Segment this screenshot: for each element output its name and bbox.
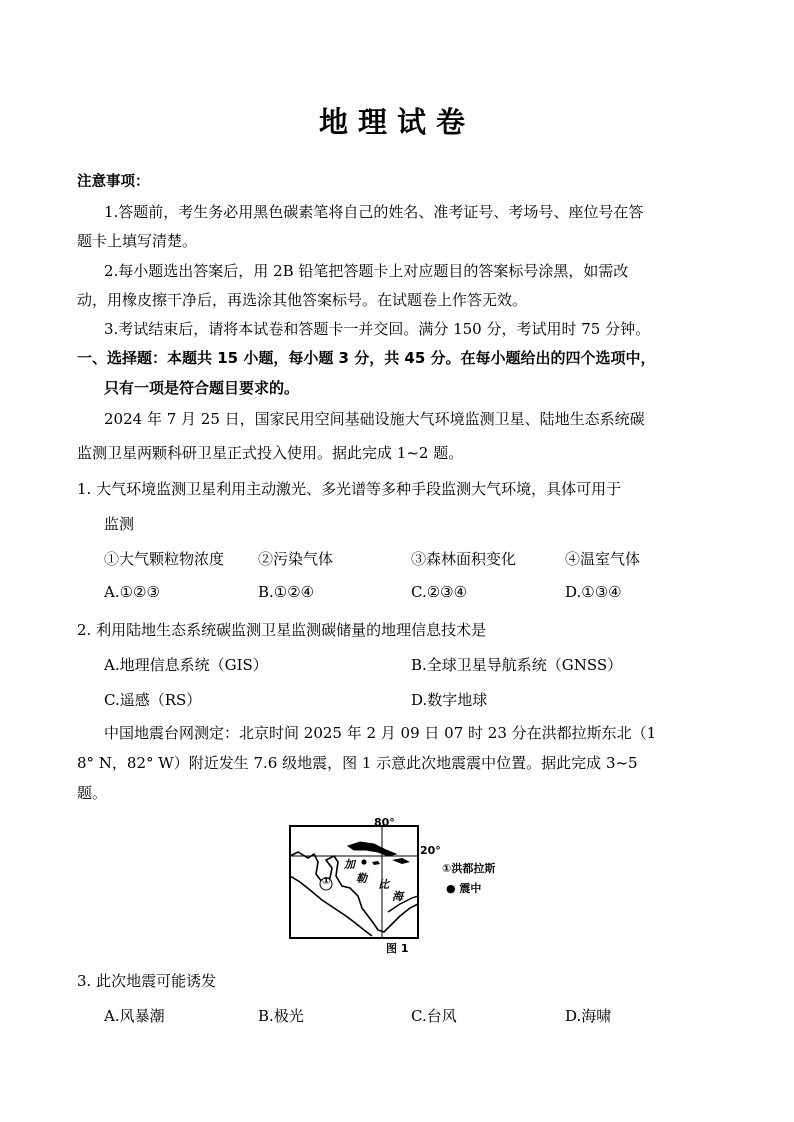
island-jamaica: [372, 861, 380, 865]
q1-option-a: A.①②③: [104, 583, 160, 601]
label-20n: 20°: [420, 844, 441, 857]
passage-2-line-2: 8° N，82° W）附近发生 7.6 级地震，图 1 示意此次地震震中位置。据此完成 3~5: [77, 754, 638, 772]
sea-char-4: 海: [392, 890, 403, 903]
q3-option-a: A.风暴潮: [104, 1007, 165, 1025]
notes-heading: 注意事项：: [77, 174, 150, 190]
note-1-line-2: 题卡上填写清楚。: [77, 232, 198, 250]
label-80w: 80°: [374, 816, 395, 829]
note-2-line-2: 动，用橡皮擦干净后，再选涂其他答案标号。在试题卷上作答无效。: [77, 291, 528, 309]
q3-option-b: B.极光: [258, 1007, 304, 1025]
legend-epicenter: ● 震中: [446, 882, 482, 895]
q3-option-d: D.海啸: [565, 1007, 612, 1025]
note-2-line-1: 2.每小题选出答案后，用 2B 铅笔把答题卡上对应题目的答案标号涂黑，如需改: [104, 262, 629, 280]
q2-stem: 2. 利用陆地生态系统碳监测卫星监测碳储量的地理信息技术是: [77, 621, 487, 639]
legend-honduras: ①洪都拉斯: [442, 862, 496, 875]
q2-option-c: C.遥感（RS）: [104, 691, 202, 709]
note-1-line-1: 1.答题前，考生务必用黑色碳素笔将自己的姓名、准考证号、考场号、座位号在答: [104, 203, 644, 221]
q1-item-2: ②污染气体: [258, 550, 334, 568]
q1-option-b: B.①②④: [258, 583, 315, 601]
q1-stem-line-2: 监测: [104, 515, 135, 533]
q1-option-d: D.①③④: [565, 583, 622, 601]
q2-option-b: B.全球卫星导航系统（GNSS）: [411, 656, 623, 674]
q1-item-4: ④温室气体: [565, 550, 641, 568]
passage-1-line-2: 监测卫星两颗科研卫星正式投入使用。据此完成 1~2 题。: [77, 444, 464, 462]
sea-char-2: 勒: [356, 872, 367, 885]
section-heading-line-1: 一、选择题：本题共 15 小题，每小题 3 分，共 45 分。在每小题给出的四个选项中，: [77, 349, 656, 367]
passage-1-line-1: 2024 年 7 月 25 日，国家民用空间基础设施大气环境监测卫星、陆地生态系统碳: [104, 410, 645, 428]
island-cuba: [348, 842, 396, 856]
sea-char-1: 加: [344, 858, 355, 871]
sea-char-3: 比: [378, 878, 389, 891]
passage-2-line-3: 题。: [77, 784, 108, 802]
q1-stem-line-1: 1. 大气环境监测卫星利用主动激光、多光谱等多种手段监测大气环境，具体可用于: [77, 480, 622, 498]
q3-stem: 3. 此次地震可能诱发: [77, 972, 217, 990]
epicenter-marker: [361, 859, 366, 864]
figure-caption: 图 1: [386, 942, 409, 955]
island-hispaniola: [392, 858, 410, 864]
note-3-line-1: 3.考试结束后，请将本试卷和答题卡一并交回。满分 150 分，考试用时 75 分钟。: [104, 320, 651, 338]
q1-item-3: ③森林面积变化: [411, 550, 517, 568]
passage-2-line-1: 中国地震台网测定：北京时间 2025 年 2 月 09 日 07 时 23 分在洪都拉斯东北（1: [104, 724, 657, 742]
q3-option-c: C.台风: [411, 1007, 457, 1025]
figure-1-map: [288, 816, 528, 956]
honduras-marker-number: ①: [322, 876, 331, 887]
q1-item-1: ①大气颗粒物浓度: [104, 550, 225, 568]
q1-option-c: C.②③④: [411, 583, 468, 601]
page-title: 地理试卷: [318, 105, 475, 139]
q2-option-a: A.地理信息系统（GIS）: [104, 656, 268, 674]
q2-option-d: D.数字地球: [411, 691, 488, 709]
section-heading-line-2: 只有一项是符合题目要求的。: [104, 379, 300, 397]
